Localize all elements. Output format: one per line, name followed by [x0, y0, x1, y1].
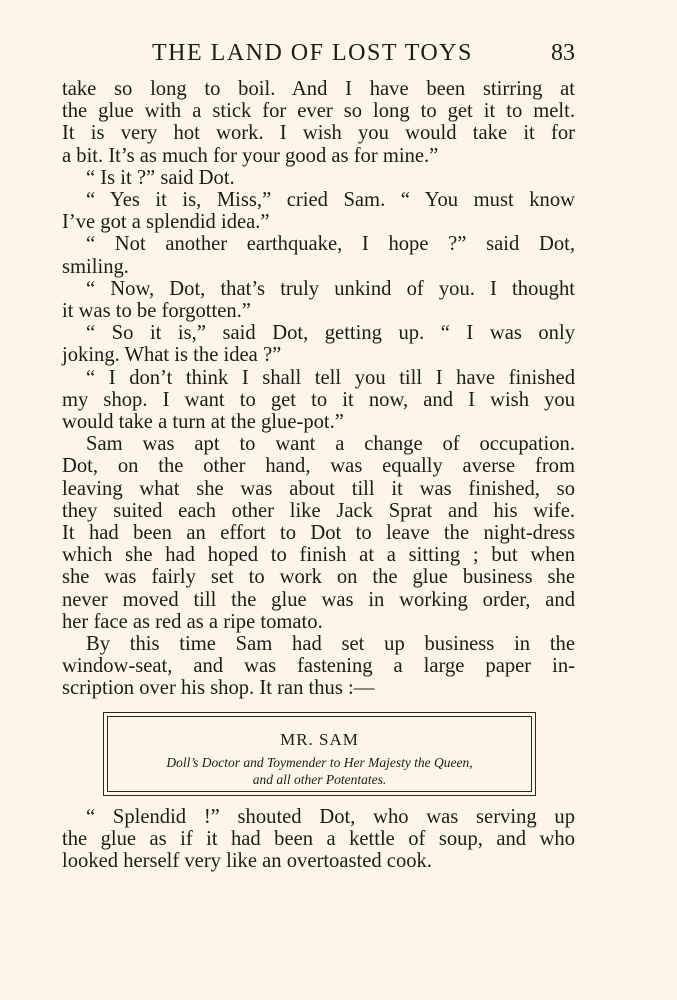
body-text-continued: [62, 806, 575, 873]
text-line: her face as red as a ripe tomato.: [62, 610, 323, 633]
text-line: “ Not another earthquake, I hope ?” said Dot,: [86, 233, 575, 256]
text-line: “ Is it ?” said Dot.: [86, 166, 235, 189]
paragraph: [62, 850, 575, 872]
text-line: would take a turn at the glue-pot.”: [62, 411, 344, 434]
body-text: [62, 78, 575, 700]
text-line: my shop. I want to get to it now, and I wish you: [62, 388, 575, 411]
paragraph: [62, 611, 575, 633]
text-line: smiling.: [62, 255, 129, 278]
text-line: It is very hot work. I wish you would take it for: [62, 122, 575, 145]
sign-line: Doll’s Doctor and Toymender to Her Majesty the Queen,: [166, 755, 473, 770]
page-number: 83: [551, 40, 575, 66]
paragraph: [62, 677, 575, 699]
text-line: the glue as if it had been a kettle of soup, and who: [62, 828, 575, 851]
paragraph: [62, 233, 575, 255]
paragraph: [62, 655, 575, 677]
paragraph: [62, 828, 575, 850]
paragraph: [62, 211, 575, 233]
paragraph: [62, 300, 575, 322]
text-line: “ Splendid !” shouted Dot, who was serving up: [86, 806, 575, 828]
paragraph: [62, 322, 575, 344]
text-line: they suited each other like Jack Sprat and his wife.: [62, 499, 575, 522]
text-line: looked herself very like an overtoasted cook.: [62, 850, 432, 873]
text-line: never moved till the glue was in working order, and: [62, 588, 575, 611]
text-line: I’ve got a splendid idea.”: [62, 211, 270, 234]
paragraph: [62, 478, 575, 500]
paragraph: [62, 633, 575, 655]
text-line: scription over his shop. It ran thus :—: [62, 677, 375, 700]
text-line: “ So it is,” said Dot, getting up. “ I was only: [86, 322, 575, 345]
text-line: take so long to boil. And I have been stirring at: [62, 78, 575, 100]
paragraph: [62, 389, 575, 411]
text-line: Sam was apt to want a change of occupation.: [86, 433, 575, 456]
text-line: “ I don’t think I shall tell you till I have finished: [86, 366, 575, 389]
paragraph: [62, 589, 575, 611]
page-header: [62, 40, 575, 70]
paragraph: [62, 566, 575, 588]
sign-title: MR. SAM: [280, 730, 359, 749]
paragraph: [62, 145, 575, 167]
text-line: leaving what she was about till it was finished, so: [62, 477, 575, 500]
paragraph: [62, 433, 575, 455]
text-line: Dot, on the other hand, was equally averse from: [62, 455, 575, 478]
text-line: By this time Sam had set up business in the: [86, 633, 575, 656]
paragraph: [62, 256, 575, 278]
text-line: a bit. It’s as much for your good as for mine.”: [62, 144, 439, 167]
paragraph: [62, 522, 575, 544]
text-line: “ Now, Dot, that’s truly unkind of you. I thought: [86, 277, 575, 300]
text-line: it was to be forgotten.”: [62, 300, 251, 323]
paragraph: [62, 411, 575, 433]
paragraph: [62, 367, 575, 389]
running-title: THE LAND OF LOST TOYS: [152, 40, 473, 66]
text-line: window-seat, and was fastening a large paper in-: [62, 655, 575, 678]
paragraph: [62, 189, 575, 211]
text-line: which she had hoped to finish at a sitting ; but when: [62, 544, 575, 567]
text-line: joking. What is the idea ?”: [62, 344, 282, 367]
paragraph: [62, 344, 575, 366]
text-line: the glue with a stick for ever so long to get it to melt.: [62, 100, 575, 123]
text-line: It had been an effort to Dot to leave the night-dress: [62, 522, 575, 545]
text-line: “ Yes it is, Miss,” cried Sam. “ You must know: [86, 189, 575, 212]
paragraph: [62, 278, 575, 300]
paragraph: [62, 544, 575, 566]
paragraph: [62, 455, 575, 477]
paragraph: [62, 167, 575, 189]
shop-sign: [103, 712, 536, 796]
text-line: she was fairly set to work on the glue business she: [62, 566, 575, 589]
sign-line: and all other Potentates.: [252, 772, 387, 787]
paragraph: [62, 806, 575, 828]
paragraph: [62, 500, 575, 522]
paragraph: [62, 78, 575, 145]
